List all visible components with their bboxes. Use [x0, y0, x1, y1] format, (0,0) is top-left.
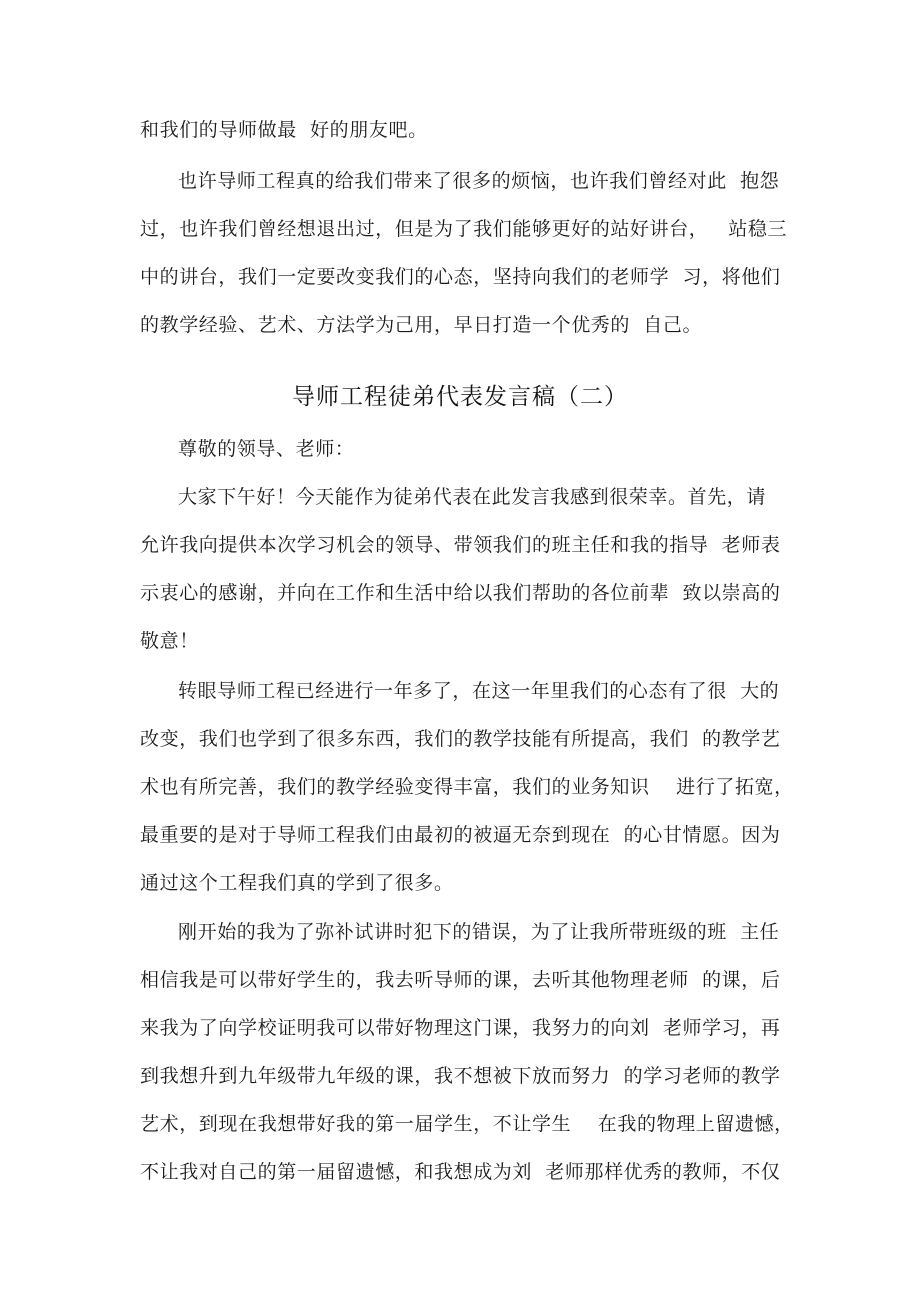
paragraph-line: 也许导师工程真的给我们带来了很多的烦恼，也许我们曾经对此 抱怨 — [178, 170, 780, 192]
paragraph-line: 的教学经验、艺术、方法学为己用，早日打造一个优秀的 自己。 — [140, 314, 703, 336]
paragraph-line: 来我为了向学校证明我可以带好物理这门课，我努力的向刘 老师学习，再 — [140, 1017, 781, 1039]
paragraph-line: 刚开始的我为了弥补试讲时犯下的错误，为了让我所带班级的班 主任 — [178, 921, 780, 943]
paragraph-line: 允许我向提供本次学习机会的领导、带领我们的班主任和我的指导 老师表 — [140, 534, 781, 556]
paragraph-line: 通过这个工程我们真的学到了很多。 — [140, 872, 454, 894]
paragraph-line: 不让我对自己的第一届留遗憾，和我想成为刘 老师那样优秀的教师，不仅 — [140, 1161, 781, 1183]
paragraph-line: 和我们的导师做最 好的朋友吧。 — [140, 119, 428, 141]
paragraph-line: 大家下午好！今天能作为徒弟代表在此发言我感到很荣幸。首先，请 — [178, 486, 767, 508]
salutation: 尊敬的领导、老师： — [178, 438, 355, 460]
paragraph-line: 艺术，到现在我想带好我的第一届学生，不让学生 在我的物理上留遗憾， — [140, 1113, 794, 1135]
paragraph-line: 到我想升到九年级带九年级的课，我不想被下放而努力 的学习老师的教学 — [140, 1065, 781, 1087]
paragraph-line: 转眼导师工程已经进行一年多了，在这一年里我们的心态有了很 大的 — [178, 680, 780, 702]
paragraph-line: 术也有所完善，我们的教学经验变得丰富，我们的业务知识 进行了拓宽， — [140, 776, 794, 798]
paragraph-line: 敬意！ — [140, 630, 199, 652]
paragraph-line: 最重要的是对于导师工程我们由最初的被逼无奈到现在 的心甘情愿。因为 — [140, 824, 781, 846]
paragraph-line: 示衷心的感谢，并向在工作和生活中给以我们帮助的各位前辈 致以崇高的 — [140, 582, 781, 604]
paragraph-line: 过，也许我们曾经想退出过，但是为了我们能够更好的站好讲台， 站稳三 — [140, 218, 788, 240]
paragraph-line: 中的讲台，我们一定要改变我们的心态，坚持向我们的老师学 习，将他们 — [140, 266, 781, 288]
paragraph-line: 相信我是可以带好学生的，我去听导师的课，去听其他物理老师 的课，后 — [140, 969, 781, 991]
paragraph-line: 改变，我们也学到了很多东西，我们的教学技能有所提高，我们 的教学艺 — [140, 728, 781, 750]
section-title: 导师工程徒弟代表发言稿（二） — [292, 384, 628, 410]
